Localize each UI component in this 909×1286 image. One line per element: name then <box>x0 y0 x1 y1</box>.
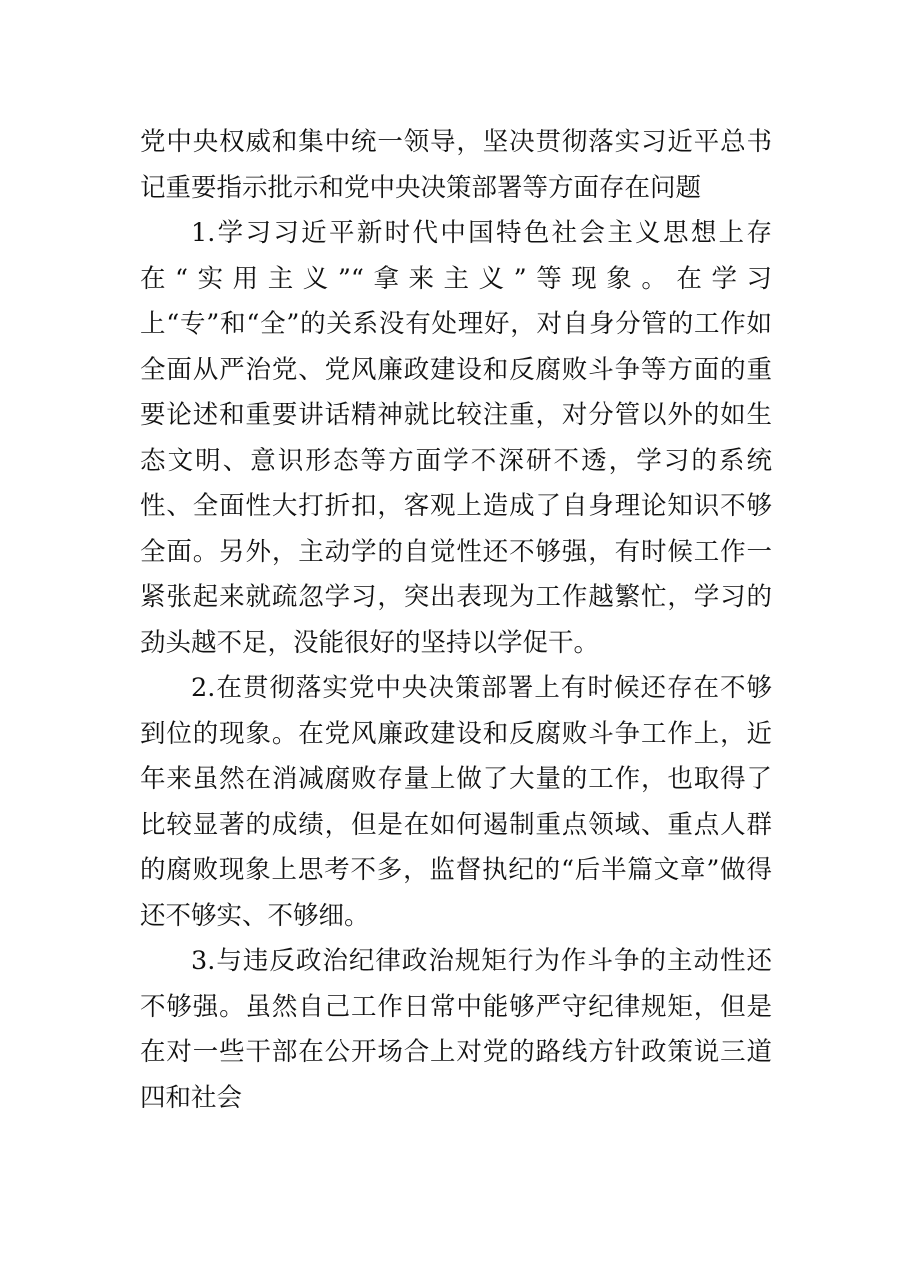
paragraph-1: 1.学习习近平新时代中国特色社会主义思想上存在“实用主义”“拿来主义”等现象。在学习上“专”和“全”的关系没有处理好，对自身分管的工作如全面从严治党、党风廉政建设和反腐败斗争等方面的重要论述和重要讲话精神就比较注重，对分管以外的如生态文明、意识形态等方面学不深研不透，学习的系统性、全面性大打折扣，客观上造成了自身理论知识不够全面。另外，主动学的自觉性还不够强，有时候工作一紧张起来就疏忽学习，突出表现为工作越繁忙，学习的劲头越不足，没能很好的坚持以学促干。 <box>140 218 772 658</box>
section-heading: 党中央权威和集中统一领导，坚决贯彻落实习近平总书记重要指示批示和党中央决策部署等方面存在问题 <box>140 127 772 203</box>
paragraph-3: 3.与违反政治纪律政治规矩行为作斗争的主动性还不够强。虽然自己工作日常中能够严守纪律规矩，但是在对一些干部在公开场合上对党的路线方针政策说三道四和社会 <box>140 946 772 1113</box>
paragraph-2: 2.在贯彻落实党中央决策部署上有时候还存在不够到位的现象。在党风廉政建设和反腐败斗争工作上，近年来虽然在消减腐败存量上做了大量的工作，也取得了比较显著的成绩，但是在如何遏制重点领域、重点人群的腐败现象上思考不多，监督执纪的“后半篇文章”做得还不够实、不够细。 <box>140 673 772 931</box>
document-body <box>140 120 772 1121</box>
